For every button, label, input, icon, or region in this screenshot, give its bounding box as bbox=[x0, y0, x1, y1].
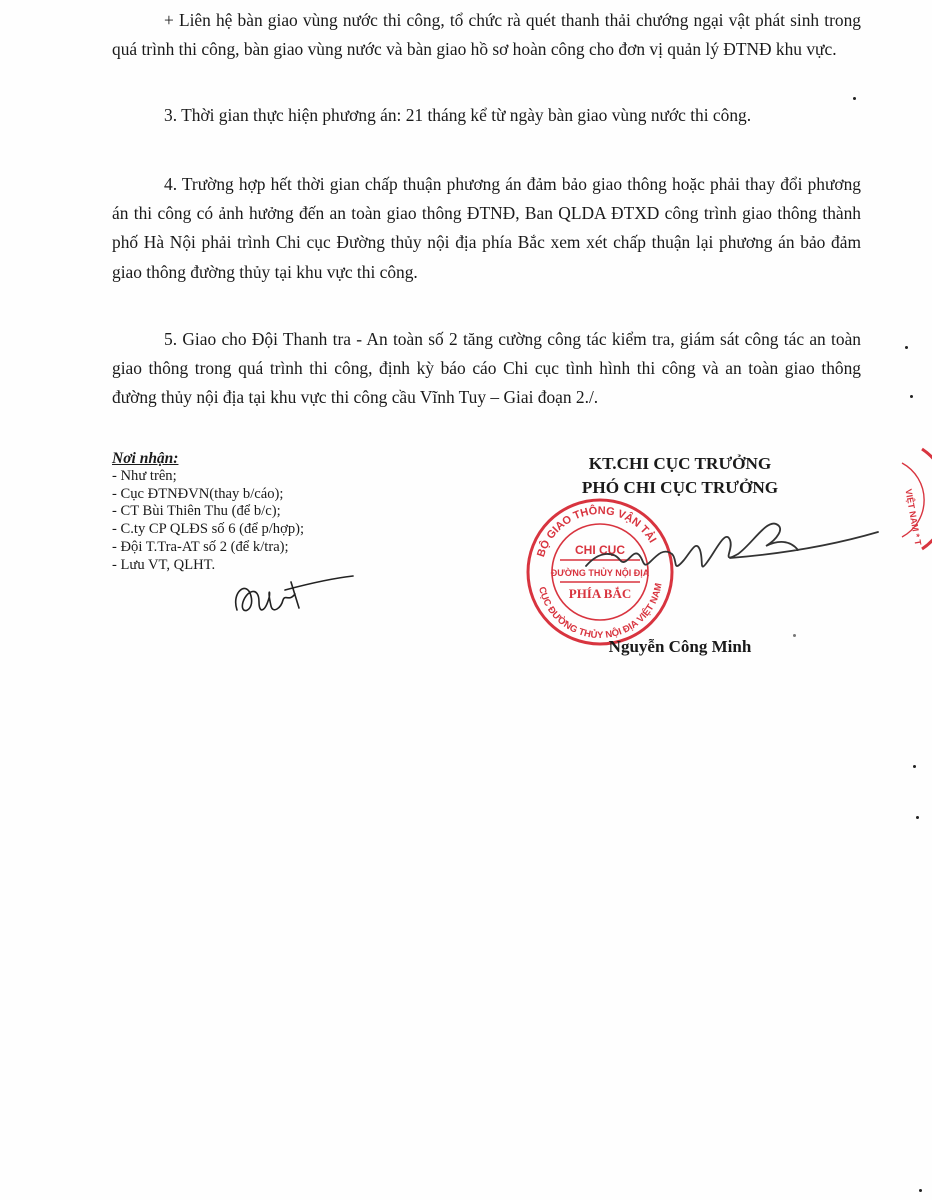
signer-title-line2: PHÓ CHI CỤC TRƯỞNG bbox=[581, 478, 779, 497]
paragraph-3-duration: 3. Thời gian thực hiện phương án: 21 tháng kể từ ngày bàn giao vùng nước thi công. bbox=[164, 105, 752, 125]
seal-center-line2: ĐƯỜNG THỦY NỘI ĐỊA bbox=[550, 568, 650, 578]
scan-speck bbox=[916, 816, 919, 819]
signer-name: Nguyễn Công Minh bbox=[608, 637, 752, 656]
paragraph-5-inspection: 5. Giao cho Đội Thanh tra - An toàn số 2 tăng cường công tác kiểm tra, giám sát công tác an toàn giao thông trong quá trình thi công, định kỳ báo cáo Chi cục tình hình thi công và an toàn giao thông đường thủy nội địa tại khu vực thi công cầu Vĩnh Tuy – Giai đoạn 2./. bbox=[112, 329, 861, 408]
recipients-block bbox=[112, 450, 412, 575]
seal-center-line1: CHI CỤC bbox=[575, 543, 625, 557]
paragraph-handover: + Liên hệ bàn giao vùng nước thi công, tổ chức rà quét thanh thải chướng ngại vật phát sinh trong quá trình thi công, bàn giao vùng nước và bàn giao hồ sơ hoàn công cho đơn vị quản lý ĐTNĐ khu vực. bbox=[112, 10, 861, 60]
recipient-item: - C.ty CP QLĐS số 6 (để p/hợp); bbox=[112, 521, 305, 538]
recipient-item: - Lưu VT, QLHT. bbox=[112, 556, 216, 573]
edge-seal-stamp bbox=[872, 445, 932, 555]
edge-seal-text: VIỆT NAM * T bbox=[903, 488, 924, 547]
scan-speck bbox=[919, 1189, 922, 1192]
recipient-item: - CT Bùi Thiên Thu (để b/c); bbox=[112, 503, 281, 520]
scan-speck bbox=[910, 395, 913, 398]
seal-center-line3: PHÍA BẮC bbox=[568, 586, 632, 601]
seal-ring-text-bottom: CỤC ĐƯỜNG THỦY NỘI ĐỊA VIỆT NAM bbox=[536, 582, 665, 642]
scan-speck bbox=[913, 765, 916, 768]
recipients-heading: Nơi nhận: bbox=[112, 450, 179, 467]
initials-signature bbox=[225, 572, 355, 622]
scan-speck bbox=[905, 346, 908, 349]
director-signature bbox=[580, 510, 880, 590]
paragraph-4-approval: 4. Trường hợp hết thời gian chấp thuận phương án đảm bảo giao thông hoặc phải thay đổi phương án thi công có ảnh hưởng đến an toàn giao thông ĐTNĐ, Ban QLDA ĐTXD công trình giao thông thành phố Hà Nội phải trình Chi cục Đường thủy nội địa phía Bắc xem xét chấp thuận lại phương án bảo đảm giao thông đường thủy tại khu vực thi công. bbox=[112, 174, 861, 282]
recipient-item: - Như trên; bbox=[112, 467, 177, 484]
recipient-item: - Cục ĐTNĐVN(thay b/cáo); bbox=[112, 485, 284, 502]
seal-ring-text: BỘ GIAO THÔNG VẬN TẢI bbox=[535, 504, 659, 559]
scan-speck bbox=[793, 634, 796, 637]
scan-speck bbox=[853, 97, 856, 100]
signer-title-line1: KT.CHI CỤC TRƯỞNG bbox=[588, 454, 772, 473]
recipient-item: - Đội T.Tra-AT số 2 (để k/tra); bbox=[112, 538, 289, 555]
